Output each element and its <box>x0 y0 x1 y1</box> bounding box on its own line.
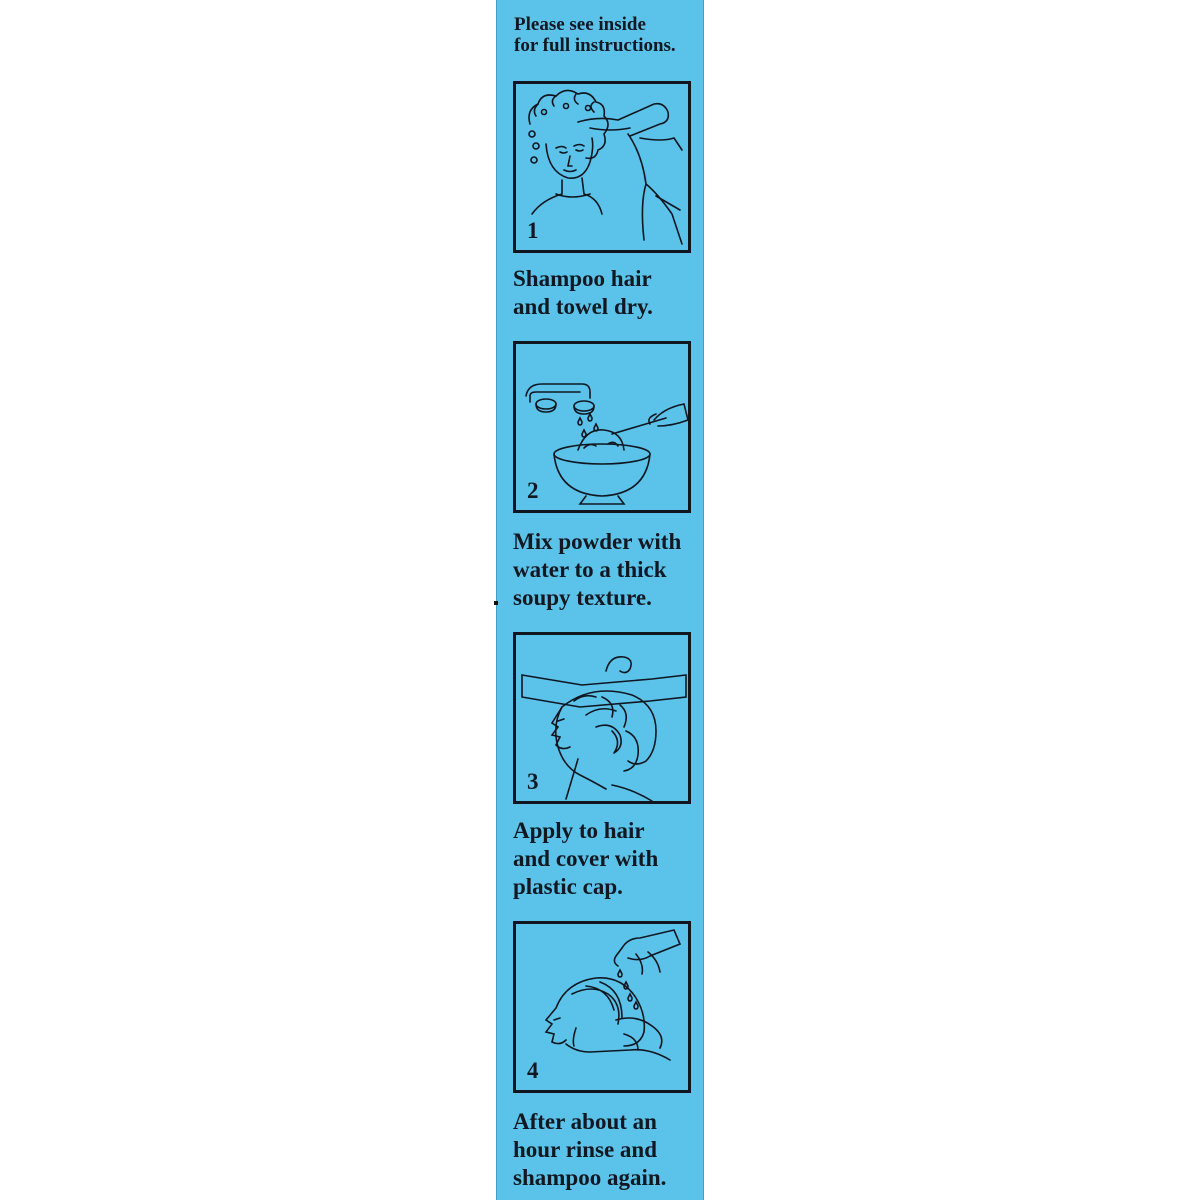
step-4-illustration-box <box>513 921 691 1093</box>
step-1-caption: Shampoo hair and towel dry. <box>513 266 653 319</box>
step-4-caption: After about an hour rinse and shampoo again. <box>513 1109 667 1190</box>
panel-right-edge <box>703 0 704 1200</box>
step-2-illustration-box <box>513 341 691 513</box>
step-2-number: 2 <box>527 478 539 503</box>
stray-mark <box>494 601 498 605</box>
step-3-number: 3 <box>527 769 539 794</box>
applying-to-hair-icon <box>516 635 688 801</box>
header-note: Please see inside for full instructions. <box>514 14 676 56</box>
step-1-number: 1 <box>527 218 539 243</box>
step-3-caption: Apply to hair and cover with plastic cap. <box>513 818 659 899</box>
panel-left-edge <box>496 0 497 1200</box>
step-2-caption: Mix powder with water to a thick soupy texture. <box>513 529 682 610</box>
step-1-illustration-box <box>513 81 691 253</box>
mixing-bowl-with-faucet-icon <box>516 344 688 510</box>
step-3-illustration-box <box>513 632 691 804</box>
woman-towel-drying-hair-icon <box>516 84 688 250</box>
instruction-panel <box>496 0 704 1200</box>
rinsing-hair-icon <box>516 924 688 1090</box>
step-4-number: 4 <box>527 1058 539 1083</box>
